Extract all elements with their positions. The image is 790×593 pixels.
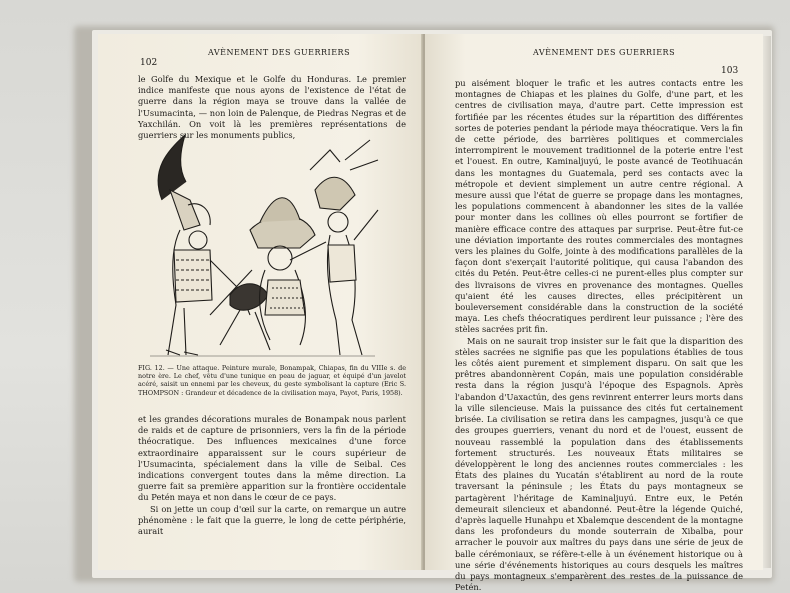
right-running-head: AVÈNEMENT DES GUERRIERS xyxy=(533,48,676,57)
left-bottom-text xyxy=(138,414,406,537)
figure-caption: FIG. 12. — Une attaque. Peinture murale, Bonampak, Chiapas, fin du VIIIe s. de notre ère. Le chef, vêtu d'une tunique en peau de jaguar, et équipé d'un javelot acéré, saisit un ennemi par les cheveux, du geste symbolisant la capture (Eric S. THOMPSON : Grandeur et décadence de la civilisation maya, Payot, Paris, 1958). xyxy=(138,364,406,397)
right-page xyxy=(425,34,763,593)
page-edges xyxy=(763,36,771,568)
right-paragraph-1: pu aisément bloquer le trafic et les autres contacts entre les montagnes de Chiapas et les plaines du Golfe, d'une part, et les centres de civilisation maya, d'autre part. Cette impression est fortifiée par les récentes études sur la répartition des différentes sortes de poteries pendant la période maya théocratique. Vers la fin de cette période, des barrières politiques et commerciales interrompirent le mouvement traditionnel de la poterie entre l'est et l'ouest. En outre, Kaminaljuyú, le poste avancé de Teotihuacán dans les montagnes du Guatemala, perd ses contacts avec la métropole et devient simplement un autre centre régional. A mesure aussi que l'état de guerre se propage dans les montagnes, les populations commencent à abandonner les sites de la vallée pour monter dans les collines où elles pourront se fortifier de manière efficace contre des attaques par surprise. Peut-être fut-ce une déviation importante des routes commerciales des montagnes vers les plaines du Golfe, jointe à des modifications parallèles de la façon dont s'exerçait l'autorité politique, qui causa l'abandon des cités du Petén. Peut-être celles-ci ne purent-elles plus compter sur des livraisons de vivres en provenance des montagnes. Quelles qu'aient été les causes directes, elles précipitèrent un bouleversement considérable dans la construction de la société maya. Les chefs théocratiques perdirent leur puissance ; l'ère des stèles sacrées prit fin. xyxy=(455,78,743,335)
left-bottom-paragraph-1: et les grandes décorations murales de Bonampak nous parlent de raids et de capture de prisonniers, vers la fin de la période théocratique. Des influences mexicaines d'une force extraordinaire apparaissent sur le cours supérieur de l'Usumacinta, spécialement dans la ville de Seibal. Ces indications convergent toutes dans la même direction. La guerre fait sa première apparition sur la frontière occidentale du Petén maya et non dans le cœur de ce pays. xyxy=(138,414,406,503)
left-running-head: AVÈNEMENT DES GUERRIERS xyxy=(208,48,351,57)
right-body-text xyxy=(455,78,743,593)
right-paragraph-2: Mais on ne saurait trop insister sur le fait que la disparition des stèles sacrées ne signifie pas que les populations établies de tous les côtés aient purement et simplement disparu. On sait que les prêtres abandonnèrent Copán, mais une population considérable resta dans la région jusqu'à l'époque des Espagnols. Après l'abandon d'Uaxactún, des gens revinrent enterrer leurs morts dans la ville silencieuse. Mais la puissance des cités fut certainement brisée. La civilisation se retira dans les campagnes, jusqu'à ce que des groupes guerriers, venant du nord et de l'ouest, eussent de nouveau rassemblé la population dans des établissements fortement structurés. Les nouveaux États militaires se développèrent le long des anciennes routes commerciales : les États des plaines du Yucatán s'établirent au nord de la route traversant la péninsule ; les États du pays montagneux se partagèrent l'héritage de Kaminaljuyú. Entre eux, le Petén demeurait silencieux et abandonné. Peut-être la légende Quiché, d'après laquelle Hunahpu et Xbalemque descendent de la montagne dans les profondeurs du monde souterrain de Xibalba, pour arracher le pouvoir aux maîtres du pays dans une série de jeux de balle cérémoniaux, se réfère-t-elle à un événement historique ou à une série d'événements historiques au cours desquels les maîtres du pays montagneux s'emparèrent des restes de la puissance de Petén. xyxy=(455,335,743,593)
left-page-number: 102 xyxy=(140,58,158,68)
warrior-illustration xyxy=(140,130,380,358)
right-page-number: 103 xyxy=(721,66,739,76)
left-top-text: le Golfe du Mexique et le Golfe du Honduras. Le premier indice manifeste que nous ayons de l'existence de l'état de guerre dans la région maya se trouve dans la vallée de l'Usumacinta, — non loin de Palenque, de Piedras Negras et de Yaxchilán. On voit là les premières représentations de guerriers sur les monuments publics, xyxy=(138,74,406,141)
left-bottom-paragraph-2: Si on jette un coup d'œil sur la carte, on remarque un autre phénomène : le fait que la guerre, le long de cette périphérie, aurait xyxy=(138,503,406,537)
left-page xyxy=(98,34,423,570)
